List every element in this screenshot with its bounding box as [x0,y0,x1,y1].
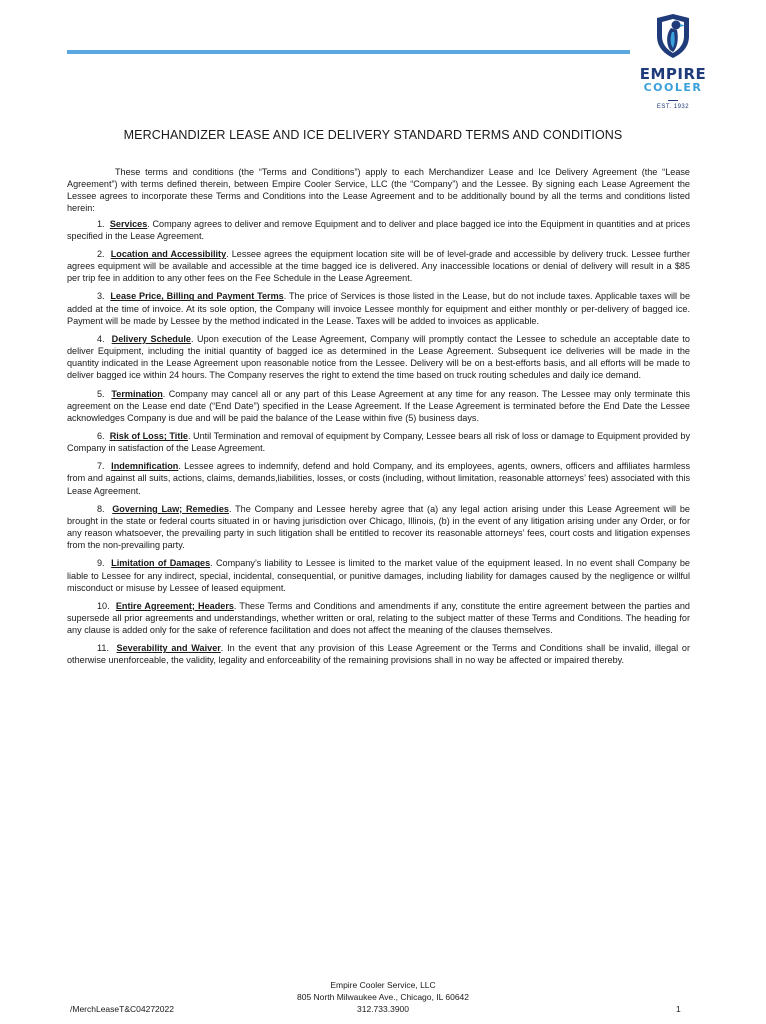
section-text: . Until Termination and removal of equipment by Company, Lessee bears all risk of loss or damage to Equipment provided by Company in satisfaction of the Lease Agreement. [67,430,691,454]
section-number: 8. [97,503,105,514]
section-heading: Governing Law; Remedies [112,503,229,514]
section-text: . Company’s liability to Lessee is limited to the market value of the equipment leased. In no event shall Company be liable to Lessee for any indirect, special, incidental, consequential, or punitive damages, including liability for damages caused by the negligence or willful misconduct or misuse by Lessee of leased equipment. [67,558,690,593]
section-number: 2. [97,248,105,259]
footer-address: 805 North Milwaukee Ave., Chicago, IL 60642 [297,992,469,1002]
section-6 [67,430,690,454]
section-10 [67,600,690,636]
section-heading: Services [109,218,148,229]
section-text: . In the event that any provision of this Lease Agreement or the Terms and Conditions shall be invalid, illegal or otherwise unenforceable, the validity, legality and enforceability of the remaining provisions shall in no way be affected or impaired thereby. [67,643,690,666]
footer-company: Empire Cooler Service, LLC [330,980,436,990]
established-year: EST. 1932 [656,104,690,110]
section-text: . The price of Services is those listed in the Lease, but do not include taxes. Applicable taxes will be added at the time of invoice. At its sole option, the Company will invoice Lessee monthly for equipment and either monthly or per-delivery of bagged ice. Payment will be made by Lessee by the method indicated in the Lease. Taxes will be added to invoices as applicable. [67,291,690,326]
section-2 [67,248,690,284]
intro-paragraph: These terms and conditions (the “Terms and Conditions”) apply to each Merchandizer Lease and Ice Delivery Agreement (the “Lease Agreement”) with terms defined therein, between Empire Cooler Service, LLC (the “Company”) and the Lessee. By signing each Lease Agreement the Lessee agrees to incorporate these Terms and Conditions into the Lease Agreement and to be additionally bound by all the terms and conditions listed herein: [67,167,690,214]
section-text: . Company agrees to deliver and remove Equipment and to deliver and place bagged ice into the Equipment in quantities and at prices specified in the Lease Agreement. [67,218,690,241]
section-text: . Lessee agrees the equipment location site will be of level-grade and accessible by delivery truck. Lessee further agrees equipment will be available and accessible at the time bagged ice is delivered. Any inaccessible locations or denial of delivery will result in a $85 per trip fee in addition to any other fees on the Fee Schedule in the Lease Agreement. [67,248,691,284]
section-heading: Delivery Schedule [111,333,191,344]
section-text: . Lessee agrees to indemnify, defend and hold Company, and its employees, agents, owners, officers and affiliates harmless from and against all suits, actions, claims, demands,liabilities, losses, or costs (including, without limitation, reasonable attorneys’ fees) associated with this Lease Agreement. [67,461,690,496]
footer-address-block [233,979,533,1015]
section-text: . These Terms and Conditions and amendments if any, constitute the entire agreement between the parties and supersede all prior agreements and understandings, whether written or oral, relating to the subject matter of these Terms and Conditions. The heading for any clause is added only for the sake of reference facilitation and does not affect the meaning of the clauses themselves. [67,600,690,636]
section-1 [67,218,690,242]
section-heading: Severability and Waiver [116,643,221,654]
section-7 [67,460,690,496]
section-number: 9. [97,558,105,569]
document-body [67,166,690,673]
section-heading: Entire Agreement; Headers [115,600,234,611]
section-number: 4. [97,333,105,344]
section-heading: Lease Price, Billing and Payment Terms [110,291,284,302]
footer-phone: 312.733.3900 [357,1004,409,1014]
section-number: 5. [97,388,105,399]
section-number: 10. [97,600,110,611]
section-4 [67,333,690,382]
section-text: . Upon execution of the Lease Agreement, Company will promptly contact the Lessee to schedule an acceptable date to deliver Equipment, including the initial quantity of bagged ice as determined in the Lease Agreement. Subsequent ice deliveries will be made in the quantity indicated in the Lease Agreement upon reasonable notice from the Lessee. Delivery will be on a best-efforts basis, and all efforts will be made to deliver bagged ice within 24 hours. The Company reserves the right to extend the time based on truck routing schedules and daily ice demand. [67,333,690,381]
section-number: 6. [97,430,105,441]
section-heading: Termination [111,388,163,399]
section-heading: Location and Accessibility [110,248,227,259]
section-5 [67,388,690,424]
page-number: 1 [676,1004,681,1014]
section-11 [67,642,690,666]
company-logo [632,12,714,122]
section-heading: Limitation of Damages [111,558,211,569]
section-number: 3. [97,291,105,302]
section-number: 1. [97,218,105,229]
document-title: MERCHANDIZER LEASE AND ICE DELIVERY STANDARD TERMS AND CONDITIONS [123,128,623,142]
header-rule [67,50,630,54]
section-text: . The Company and Lessee hereby agree that (a) any legal action arising under this Lease Agreement will be brought in the state or federal courts situated in or having jurisdiction over Chicago, Illinois, (b) in the event of any litigation arising under any Order, or for any reason whatsoever, the prevailing party in such litigation shall be entitled to recover its reasonable attorneys’ fees, court costs and litigation expenses from the non-prevailing party. [67,503,690,551]
logo-divider [668,100,678,101]
section-heading: Indemnification [111,461,179,472]
penguin-shield-icon [651,12,695,60]
brand-name: EMPIRE [639,65,707,83]
section-heading: Risk of Loss; Title [109,430,188,441]
section-3 [67,290,690,326]
document-id: /MerchLeaseT&C04272022 [70,1004,174,1014]
section-number: 11. [97,643,109,654]
brand-subname: COOLER [643,81,703,94]
section-number: 7. [97,461,105,472]
section-text: . Company may cancel all or any part of this Lease Agreement at any time for any reason. The Lessee may only terminate this agreement on the Lease end date (“End Date”) specified in the Lease Agreement. If the Lease Agreement is terminated before the End Date the Lessee acknowledges Company is due and will be paid the balance of the Lease within five (5) business days. [67,388,690,423]
section-8 [67,503,690,552]
section-9 [67,557,690,593]
